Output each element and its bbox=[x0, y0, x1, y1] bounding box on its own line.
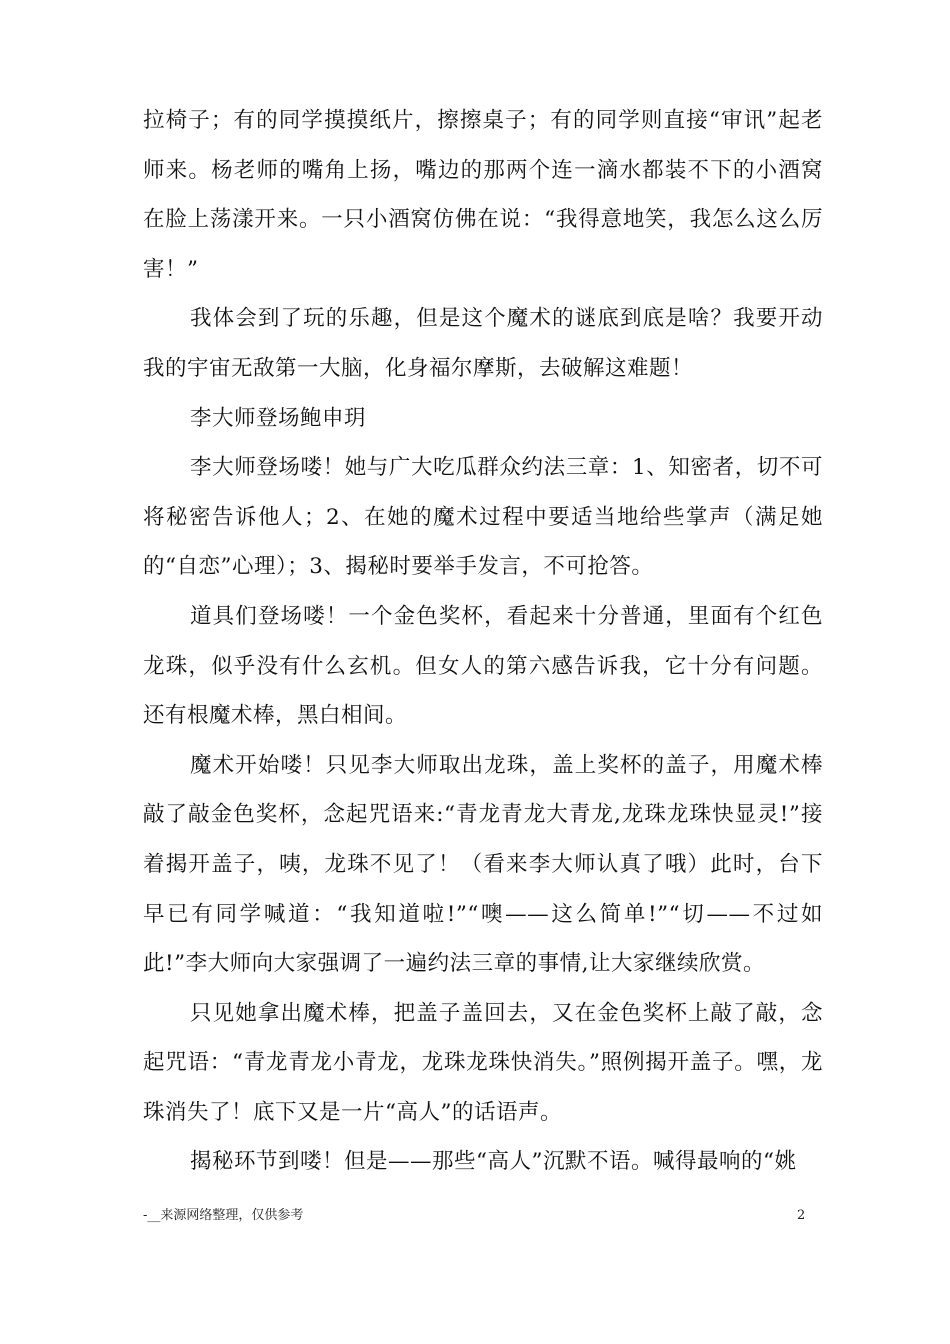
paragraph-5: 魔术开始喽！只见李大师取出龙珠，盖上奖杯的盖子，用魔术棒敲了敲金色奖杯，念起咒语来:“青龙青龙大青龙,龙珠龙珠快显灵!”接着揭开盖子，咦，龙珠不见了！（看来李大师认真了哦）此时，台下早已有同学喊道：“我知道啦!”“噢——这么简单!”“切——不过如此!”李大师向大家强调了一遍约法三章的事情,让大家继续欣赏。 bbox=[143, 752, 823, 977]
paragraph-7: 揭秘环节到喽！但是——那些“高人”沉默不语。喊得最响的“姚 bbox=[190, 1149, 797, 1175]
paragraph-3: 李大师登场喽！她与广大吃瓜群众约法三章：1、知密者，切不可将秘密告诉他人；2、在她的魔术过程中要适当地给些掌声（满足她的“自恋”心理）；3、揭秘时要举手发言，不可抢答。 bbox=[143, 455, 823, 580]
paragraph-2: 我体会到了玩的乐趣，但是这个魔术的谜底到底是啥？我要开动我的宇宙无敌第一大脑，化身福尔摩斯，去破解这难题！ bbox=[143, 306, 823, 381]
paragraph-6: 只见她拿出魔术棒，把盖子盖回去，又在金色奖杯上敲了敲，念起咒语：“青龙青龙小青龙，龙珠龙珠快消失。”照例揭开盖子。嘿，龙珠消失了！底下又是一片“高人”的话语声。 bbox=[143, 1000, 823, 1125]
paragraph-4: 道具们登场喽！一个金色奖杯，看起来十分普通，里面有个红色龙珠，似乎没有什么玄机。但女人的第六感告诉我，它十分有问题。还有根魔术棒，黑白相间。 bbox=[143, 603, 823, 729]
paragraph-1: 拉椅子；有的同学摸摸纸片，擦擦桌子；有的同学则直接“审讯”起老师来。杨老师的嘴角上扬，嘴边的那两个连一滴水都装不下的小酒窝在脸上荡漾开来。一只小酒窝仿佛在说：“我得意地笑，我怎么这么厉害！” bbox=[143, 108, 823, 282]
page-number: 2 bbox=[797, 1208, 806, 1223]
body-text bbox=[143, 96, 823, 1187]
footer-note: -__来源网络整理，仅供参考 bbox=[143, 1208, 304, 1223]
section-heading: 李大师登场鲍申玥 bbox=[190, 405, 367, 431]
